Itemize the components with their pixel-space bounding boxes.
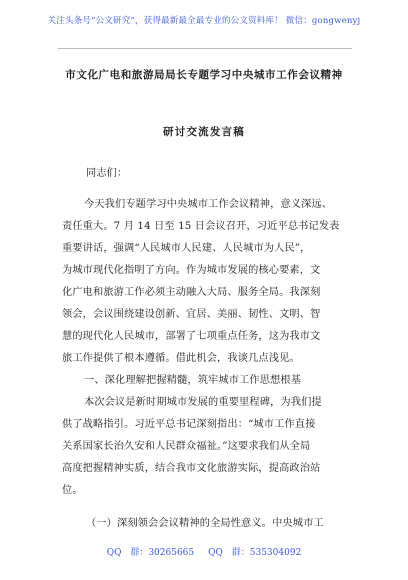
body-line: 责任重大。7 月 14 日至 15 日会议召开，习近平总书记发表: [62, 221, 340, 232]
header-divider: [58, 48, 352, 49]
document-title: 市文化广电和旅游局局长专题学习中央城市工作会议精神: [65, 69, 343, 81]
body-line: 领会，会议围绕建设创新、宜居、美丽、韧性、文明、智: [62, 309, 321, 320]
body-line: 关系国家长治久安和人民群众福祉。”这要求我们从全局: [62, 441, 311, 452]
section-heading: 一、深化理解把握精髓，筑牢城市工作思想根基: [84, 375, 302, 386]
body-line: 高度把握精神实质，结合我市文化旅游实际，提高政治站: [62, 463, 321, 474]
subsection-heading: （一）深刻领会会议精神的全局性意义。中央城市工: [86, 518, 324, 529]
body-line: 慧的现代化人民城市，部署了七项重点任务，这为我市文: [62, 331, 321, 342]
footer-qq-group-2: QQ 群：535304092: [208, 548, 302, 558]
footer-contacts: [0, 545, 408, 558]
footer-qq-group-1: QQ 群：30265665: [106, 548, 195, 558]
body-line: 供了战略指引。习近平总书记深刻指出：“城市工作直接: [62, 419, 316, 430]
body-line: 旅工作提供了根本遵循。借此机会，我谈几点浅见。: [62, 353, 300, 364]
body-line: 今天我们专题学习中央城市工作会议精神，意义深远、: [84, 199, 333, 210]
salutation: 同志们：: [86, 168, 128, 179]
body-line: 重要讲话，强调“人民城市人民建、人民城市为人民”，: [62, 243, 311, 254]
body-line: 位。: [62, 485, 83, 496]
document-subtitle: 研讨交流发言稿: [163, 126, 245, 138]
body-line: 本次会议是新时期城市发展的重要里程碑，为我们提: [84, 397, 322, 408]
header-banner: 关注头条号“公文研究”，获得最新最全最专业的公文资料库！ 微信：gongwenyj: [47, 16, 361, 26]
body-line: 化广电和旅游工作必须主动融入大局、服务全局。我深刻: [62, 287, 321, 298]
body-line: 为城市现代化指明了方向。作为城市发展的核心要素，文: [62, 265, 321, 276]
